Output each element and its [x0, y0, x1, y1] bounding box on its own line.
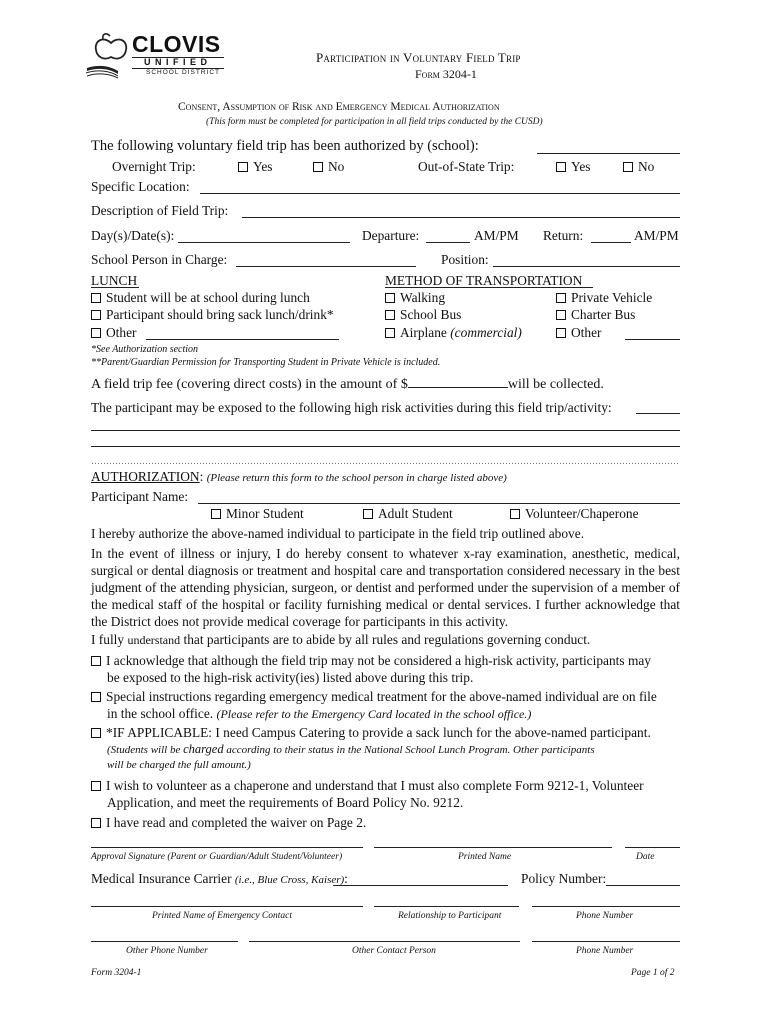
other-phone-caption: Other Phone Number	[126, 946, 208, 956]
school-field[interactable]	[537, 153, 680, 154]
lunch-option-school[interactable]: Student will be at school during lunch	[91, 290, 310, 306]
phone-field-2[interactable]	[532, 941, 680, 942]
checkbox-icon[interactable]	[91, 310, 101, 320]
section-divider	[91, 462, 680, 465]
checkbox-icon[interactable]	[556, 310, 566, 320]
minor-student-option[interactable]: Minor Student	[211, 506, 304, 522]
fee-field[interactable]	[408, 375, 508, 388]
apple-book-icon	[84, 30, 134, 80]
sack-lunch-item[interactable]: *IF APPLICABLE: I need Campus Catering to provide a sack lunch for the above-named participant.	[91, 725, 651, 741]
checkbox-icon[interactable]	[385, 293, 395, 303]
authorize-statement: I hereby authorize the above-named individual to participate in the field trip outlined above.	[91, 526, 585, 541]
other-contact-field[interactable]	[249, 941, 520, 942]
other-phone-field[interactable]	[91, 941, 238, 942]
return-ampm: AM/PM	[634, 228, 679, 243]
lunch-option-other[interactable]: Other	[91, 325, 137, 341]
checkbox-icon[interactable]	[91, 656, 101, 666]
logo-district: SCHOOL DISTRICT	[146, 69, 220, 76]
relationship-field[interactable]	[374, 906, 519, 907]
person-label: School Person in Charge:	[91, 252, 228, 267]
out-of-state-yes[interactable]: Yes	[556, 159, 590, 175]
ack-risk-item-cont: be exposed to the high-risk activity(ies) listed above during this trip.	[107, 670, 474, 685]
signature-field[interactable]	[91, 847, 363, 848]
participant-label: Participant Name:	[91, 489, 189, 504]
relationship-caption: Relationship to Participant	[398, 911, 502, 921]
form-title: Participation in Voluntary Field Trip	[316, 50, 521, 65]
approval-caption: Approval Signature (Parent or Guardian/Adult Student/Volunteer)	[91, 852, 343, 862]
transport-airplane[interactable]: Airplane (commercial)	[385, 325, 522, 341]
transport-walking[interactable]: Walking	[385, 290, 445, 306]
policy-label: Policy Number:	[521, 871, 607, 886]
risk-label: The participant may be exposed to the following high risk activities during this field trip/activity:	[91, 400, 612, 415]
risk-field-3[interactable]	[91, 446, 680, 447]
checkbox-icon[interactable]	[211, 509, 221, 519]
special-instructions-cont: in the school office. (Please refer to the Emergency Card located in the school office.)	[107, 706, 532, 721]
checkbox-icon[interactable]	[91, 728, 101, 738]
emergency-contact-field[interactable]	[91, 906, 363, 907]
participant-field[interactable]	[198, 503, 680, 504]
checkbox-icon[interactable]	[510, 509, 520, 519]
special-instructions-item[interactable]: Special instructions regarding emergency medical treatment for the above-named individual are on file	[91, 689, 657, 705]
logo-name: CLOVIS	[132, 31, 221, 57]
checkbox-icon[interactable]	[238, 162, 248, 172]
ack-risk-item[interactable]: I acknowledge that although the field trip may not be considered a high-risk activity, participants may	[91, 653, 651, 669]
checkbox-icon[interactable]	[313, 162, 323, 172]
checkbox-icon[interactable]	[363, 509, 373, 519]
position-field[interactable]	[493, 266, 680, 267]
footnote-1: *See Authorization section	[91, 344, 199, 355]
departure-ampm: AM/PM	[474, 228, 519, 243]
departure-field[interactable]	[426, 242, 470, 243]
conduct-statement: I fully understand that participants are to abide by all rules and regulations governing conduct.	[91, 632, 591, 647]
sack-lunch-note: (Students will be charged according to their status in the National School Lunch Program. Other participants	[107, 742, 595, 756]
departure-label: Departure:	[362, 228, 420, 243]
checkbox-icon[interactable]	[556, 162, 566, 172]
form-number: Form 3204-1	[415, 67, 477, 81]
insurance-label: Medical Insurance Carrier (i.e., Blue Cross, Kaiser):	[91, 871, 348, 886]
fee-label: A field trip fee (covering direct costs) in the amount of $ will be collected.	[91, 377, 604, 392]
phone-caption: Phone Number	[576, 911, 634, 921]
out-of-state-no[interactable]: No	[623, 159, 654, 175]
printed-name-field[interactable]	[374, 847, 612, 848]
description-field[interactable]	[242, 217, 680, 218]
consent-paragraph: In the event of illness or injury, I do hereby consent to whatever x-ray examination, anesthetic, medical, surgical or dental diagnosis or treatment and hospital care and transportation considered necessary in the best judgment of the attending physician, surgeon, or dentist and performed under the supervision of a member of the medical staff of the hospital or facility furnishing medical or dental services. I further acknowledge that the District does not provide medical coverage for participants in this activity.	[91, 546, 680, 629]
logo-unified: UNIFIED	[144, 57, 212, 67]
lunch-option-sack[interactable]: Participant should bring sack lunch/drink*	[91, 307, 334, 323]
adult-student-option[interactable]: Adult Student	[363, 506, 453, 522]
dates-field[interactable]	[178, 242, 350, 243]
checkbox-icon[interactable]	[385, 310, 395, 320]
footnote-2: **Parent/Guardian Permission for Transporting Student in Private Vehicle is included.	[91, 357, 441, 368]
checkbox-icon[interactable]	[91, 328, 101, 338]
risk-field-1[interactable]	[636, 413, 680, 414]
transport-heading: METHOD OF TRANSPORTATION	[385, 273, 583, 288]
waiver-item[interactable]: I have read and completed the waiver on Page 2.	[91, 815, 366, 831]
transport-school-bus[interactable]: School Bus	[385, 307, 461, 323]
district-logo	[84, 30, 229, 80]
footer-form-number: Form 3204-1	[91, 968, 142, 978]
other-contact-caption: Other Contact Person	[352, 946, 436, 956]
form-note: (This form must be completed for participation in all field trips conducted by the CUSD)	[206, 117, 543, 127]
chaperone-item[interactable]: I wish to volunteer as a chaperone and understand that I must also complete Form 9212-1, Volunteer	[91, 778, 644, 794]
insurance-field[interactable]	[333, 885, 508, 886]
date-caption: Date	[636, 852, 655, 862]
transport-other[interactable]: Other	[556, 325, 602, 341]
position-label: Position:	[441, 252, 489, 267]
out-of-state-label: Out-of-State Trip:	[418, 159, 515, 174]
checkbox-icon[interactable]	[556, 293, 566, 303]
emergency-contact-caption: Printed Name of Emergency Contact	[152, 911, 293, 921]
checkbox-icon[interactable]	[385, 328, 395, 338]
return-label: Return:	[543, 228, 584, 243]
footer-page-number: Page 1 of 2	[631, 968, 675, 978]
checkbox-icon[interactable]	[91, 293, 101, 303]
checkbox-icon[interactable]	[91, 818, 101, 828]
overnight-label: Overnight Trip:	[112, 159, 196, 174]
transport-private-vehicle[interactable]: Private Vehicle	[556, 290, 652, 306]
checkbox-icon[interactable]	[556, 328, 566, 338]
return-field[interactable]	[591, 242, 631, 243]
lunch-heading: LUNCH	[91, 273, 138, 288]
chaperone-item-cont: Application, and meet the requirements of Board Policy No. 9212.	[107, 795, 464, 810]
phone-field[interactable]	[532, 906, 680, 907]
date-field[interactable]	[625, 847, 680, 848]
transport-charter-bus[interactable]: Charter Bus	[556, 307, 635, 323]
location-field[interactable]	[200, 193, 680, 194]
overnight-no[interactable]: No	[313, 159, 344, 175]
volunteer-option[interactable]: Volunteer/Chaperone	[510, 506, 639, 522]
overnight-yes[interactable]: Yes	[238, 159, 272, 175]
authorization-heading: AUTHORIZATION: (Please return this form to the school person in charge listed above)	[91, 469, 507, 484]
risk-field-2[interactable]	[91, 430, 680, 431]
phone-caption-2: Phone Number	[576, 946, 634, 956]
checkbox-icon[interactable]	[623, 162, 633, 172]
person-field[interactable]	[236, 266, 416, 267]
description-label: Description of Field Trip:	[91, 203, 229, 218]
dates-label: Day(s)/Date(s):	[91, 228, 175, 243]
location-label: Specific Location:	[91, 179, 190, 194]
authorized-school-label: The following voluntary field trip has been authorized by (school):	[91, 138, 479, 154]
policy-field[interactable]	[606, 885, 680, 886]
printed-name-caption: Printed Name	[458, 852, 512, 862]
transport-other-field[interactable]	[625, 339, 680, 340]
sack-lunch-note-cont: will be charged the full amount.)	[107, 759, 251, 771]
checkbox-icon[interactable]	[91, 692, 101, 702]
form-subtitle: Consent, Assumption of Risk and Emergency Medical Authorization	[178, 101, 500, 113]
lunch-other-field[interactable]	[146, 339, 339, 340]
checkbox-icon[interactable]	[91, 781, 101, 791]
